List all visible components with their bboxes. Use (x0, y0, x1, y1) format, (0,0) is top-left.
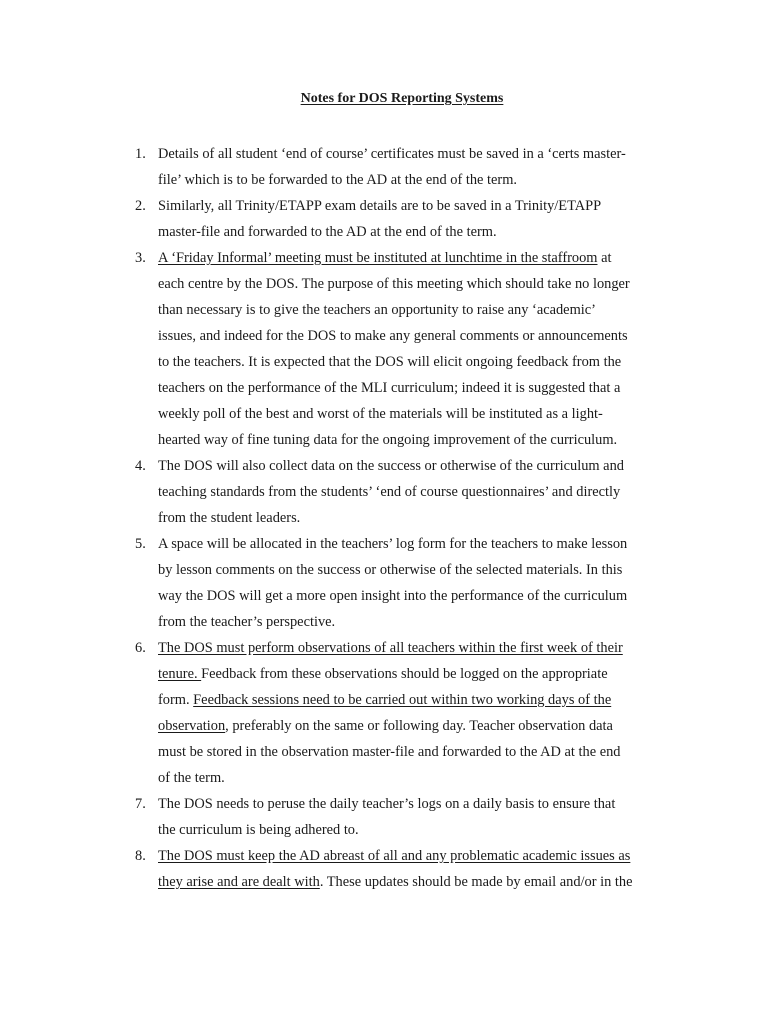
list-item (135, 193, 658, 245)
text-run: of the term. (158, 770, 225, 786)
text-run: hearted way of fine tuning data for the ongoing improvement of the curriculum. (158, 432, 618, 448)
text-line (158, 323, 658, 349)
text-line (158, 765, 658, 791)
text-line (158, 635, 658, 661)
text-run: form. (158, 692, 194, 708)
text-line (158, 219, 658, 245)
text-line (158, 791, 658, 817)
text-line (158, 505, 658, 531)
text-line (158, 687, 658, 713)
underlined-text: The DOS must keep the AD abreast of all and any problematic academic issues as (158, 848, 631, 864)
text-line (158, 167, 658, 193)
text-run: The DOS needs to peruse the daily teacher’s logs on a daily basis to ensure that (158, 796, 616, 812)
text-line (158, 661, 658, 687)
underlined-text: A ‘Friday Informal’ meeting must be instituted at lunchtime in the staffroom (158, 250, 598, 266)
list-item (135, 843, 658, 895)
text-line (158, 479, 658, 505)
text-run: at (597, 250, 612, 266)
list-item (135, 531, 658, 635)
text-run: . These updates should be made by email and/or in the (319, 874, 633, 890)
document-title: Notes for DOS Reporting Systems (300, 91, 504, 106)
text-run: teaching standards from the students’ ‘end of course questionnaires’ and directly (158, 484, 621, 500)
text-line (158, 817, 658, 843)
list-item (135, 791, 658, 843)
text-line (158, 869, 658, 895)
text-line (158, 245, 658, 271)
text-line (158, 609, 658, 635)
text-run: The DOS will also collect data on the success or otherwise of the curriculum and (158, 458, 624, 474)
list-item-number: 1. (135, 146, 146, 162)
text-line (158, 401, 658, 427)
list-item-number: 6. (135, 640, 146, 656)
text-run: file’ which is to be forwarded to the AD at the end of the term. (158, 172, 517, 188)
list-item-number: 5. (135, 536, 146, 552)
list-item-number: 7. (135, 796, 146, 812)
text-run: weekly poll of the best and worst of the materials will be instituted as a light- (158, 406, 603, 422)
list-item-number: 3. (135, 250, 146, 266)
text-run: way the DOS will get a more open insight into the performance of the curriculum (158, 588, 628, 604)
text-line (158, 557, 658, 583)
text-run: Details of all student ‘end of course’ certificates must be saved in a ‘certs master- (158, 146, 626, 162)
text-run: issues, and indeed for the DOS to make any general comments or announcements (158, 328, 628, 344)
text-run: to the teachers. It is expected that the DOS will elicit ongoing feedback from the (158, 354, 622, 370)
text-line (158, 453, 658, 479)
text-run: than necessary is to give the teachers an opportunity to raise any ‘academic’ (158, 302, 596, 318)
text-run: each centre by the DOS. The purpose of this meeting which should take no longer (158, 276, 630, 292)
text-run: from the student leaders. (158, 510, 301, 526)
text-line (158, 193, 658, 219)
list-item-number: 4. (135, 458, 146, 474)
text-line (158, 349, 658, 375)
text-run: , preferably on the same or following day. Teacher observation data (225, 718, 613, 734)
text-line (158, 427, 658, 453)
text-run: by lesson comments on the success or otherwise of the selected materials. In this (158, 562, 623, 578)
text-run: master-file and forwarded to the AD at the end of the term. (158, 224, 497, 240)
underlined-text: observation (158, 718, 226, 734)
text-run: teachers on the performance of the MLI curriculum; indeed it is suggested that a (158, 380, 621, 396)
text-run: from the teacher’s perspective. (158, 614, 336, 630)
text-line (158, 141, 658, 167)
text-line (158, 271, 658, 297)
list-item (135, 635, 658, 791)
text-line (158, 739, 658, 765)
text-run: A space will be allocated in the teachers’ log form for the teachers to make lesson (158, 536, 628, 552)
text-run: must be stored in the observation master-file and forwarded to the AD at the end (158, 744, 621, 760)
text-run: Feedback from these observations should be logged on the appropriate (201, 666, 608, 682)
underlined-text: tenure. (158, 666, 202, 682)
underlined-text: they arise and are dealt with (158, 874, 320, 890)
text-run: the curriculum is being adhered to. (158, 822, 359, 838)
numbered-list (135, 141, 658, 895)
text-run: Similarly, all Trinity/ETAPP exam details are to be saved in a Trinity/ETAPP (158, 198, 602, 214)
list-item-number: 8. (135, 848, 146, 864)
text-line (158, 531, 658, 557)
underlined-text: Feedback sessions need to be carried out within two working days of the (193, 692, 612, 708)
text-line (158, 583, 658, 609)
underlined-text: The DOS must perform observations of all teachers within the first week of their (158, 640, 623, 656)
text-line (158, 375, 658, 401)
list-item (135, 141, 658, 193)
list-item (135, 245, 658, 453)
text-line (158, 297, 658, 323)
text-line (158, 713, 658, 739)
text-line (158, 843, 658, 869)
list-item-number: 2. (135, 198, 146, 214)
list-item (135, 453, 658, 531)
